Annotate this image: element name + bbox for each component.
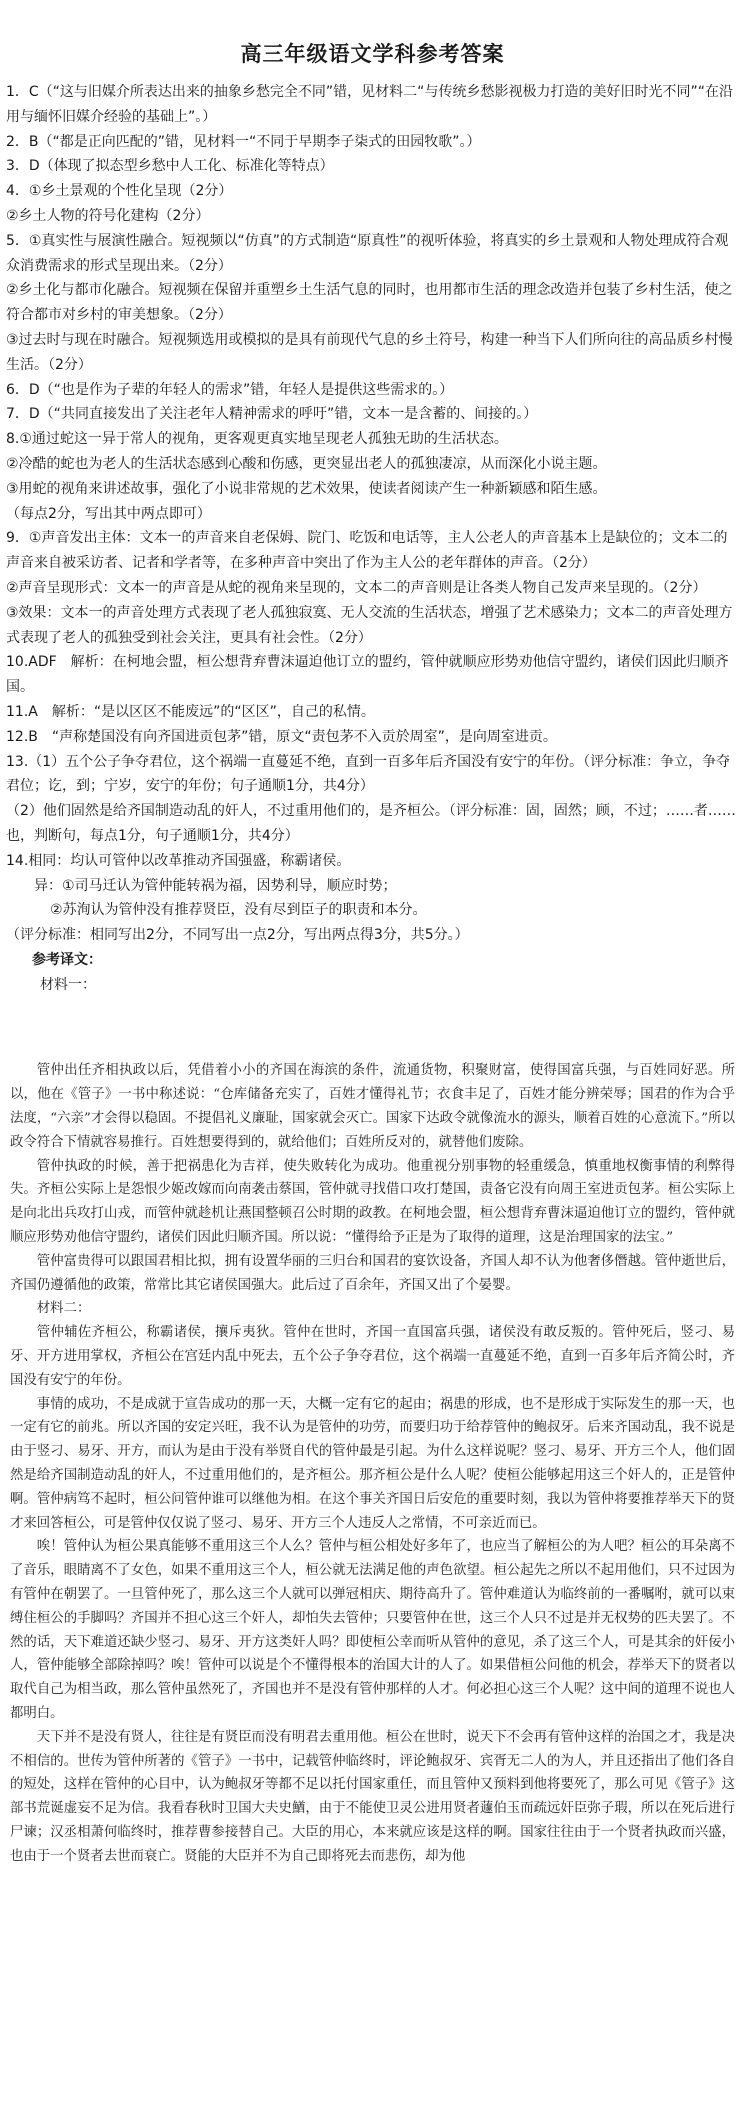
answer-line: 异：①司马迁认为管仲能转祸为福，因势利导，顺应时势； — [34, 877, 397, 894]
blank-gap — [6, 997, 739, 1059]
answer-line: 5．①真实性与展演性融合。短视频以“仿真”的方式制造“原真性”的视听体验，将真实的乡土景观和人物处理成符合观众消费需求的形式呈现出来。（2分） — [6, 232, 729, 274]
answer-line: 2．B（“都是正向匹配的”错，见材料一“不同于早期李子柒式的田园牧歌”。） — [6, 133, 481, 150]
answer-line: ②乡土化与都市化融合。短视频在保留并重塑乡土生活气息的同时，也用都市生活的理念改造并包装了乡村生活，使之符合都市对乡村的审美想象。（2分） — [6, 282, 733, 324]
answer-line: 8.①通过蛇这一异于常人的视角，更客观更真实地呈现老人孤独无助的生活状态。 — [6, 431, 508, 448]
answer-line: ②声音呈现形式：文本一的声音是从蛇的视角来呈现的，文本二的声音则是让各类人物自己发声来呈现的。（2分） — [6, 579, 707, 596]
translation-text — [6, 1059, 739, 1868]
answer-line: 9．①声音发出主体：文本一的声音来自老保姆、院门、吃饭和电话等，主人公老人的声音基本上是缺位的；文本二的声音来自被采访者、记者和学者等，在多种声音中突出了作为主人公的老年群体的声音。（2分） — [6, 530, 728, 572]
answer-line: 4．①乡土景观的个性化呈现（2分） — [6, 183, 233, 200]
answer-line: （2）他们固然是给齐国制造动乱的奸人，不过重用他们的，是齐桓公。（评分标准：固，固然；顾，不过；……者……也，判断句，每点1分，句子通顺1分，共4分） — [6, 803, 736, 844]
page-title: 高三年级语文学科参考答案 — [240, 42, 505, 66]
answer-line: 1．C（“这与旧媒介所表达出来的抽象乡愁完全不同”错，见材料二“与传统乡愁影视极力打造的美好旧时光不同”“在沿用与缅怀旧媒介经验的基础上”。） — [6, 84, 733, 125]
translation-paragraph: 管仲执政的时候，善于把祸患化为吉祥，使失败转化为成功。他重视分别事物的轻重缓急，慎重地权衡事情的利弊得失。齐桓公实际上是怨恨少姬改嫁而向南袭击蔡国，管仲就寻找借口攻打楚国，责备它没有向周王室进贡包茅。桓公实际上是向北出兵攻打山戎，而管仲就趁机让燕国整顿召公时期的政教。在柯地会盟，桓公想背弃曹沫逼迫他订立的盟约，管仲就顺应形势劝他信守盟约，诸侯们因此归顺齐国。所以说：“懂得给予正是为了取得的道理，这是治理国家的法宝。” — [10, 1158, 735, 1246]
translation-paragraph: 管仲出任齐相执政以后，凭借着小小的齐国在海滨的条件，流通货物，积聚财富，使得国富兵强，与百姓同好恶。所以，他在《管子》一书中称述说：“仓库储备充实了，百姓才懂得礼节；衣食丰足了，百姓才能分辨荣辱；国君的作为合乎法度，“六亲”才会得以稳固。不提倡礼义廉耻，国家就会灭亡。国家下达政令就像流水的源头，顺着百姓的心意流下。”所以政令符合下情就容易推行。百姓想要得到的，就给他们；百姓所反对的，就替他们废除。 — [10, 1063, 735, 1150]
answer-line: 3．D（体现了拟态型乡愁中人工化、标准化等特点） — [6, 158, 334, 175]
answer-line: 12.B “声称楚国没有向齐国进贡包茅”错，原文“责包茅不入贡於周室”，是向周室进贡。 — [6, 728, 557, 745]
answer-line: ②冷酷的蛇也为老人的生活状态感到心酸和伤感，更突显出老人的孤独凄凉，从而深化小说主题。 — [6, 455, 607, 472]
translation-paragraph: 事情的成功，不是成就于宣告成功的那一天，大概一定有它的起由；祸患的形成，也不是形成于实际发生的那一天，也一定有它的前兆。所以齐国的安定兴旺，我不认为是管仲的功劳，而要归功于给荐管仲的鲍叔牙。后来齐国动乱，我不说是由于竖刁、易牙、开方，而认为是由于没有举贤自代的管仲最是引起。为什么这样说呢？竖刁、易牙、开方三个人，他们固然是给齐国制造动乱的奸人，不过重用他们的，是齐桓公。那齐桓公是什么人呢？使桓公能够起用这三个奸人的，正是管仲啊。管仲病笃不起时，桓公问管仲谁可以继他为相。在这个事关齐国日后安危的重要时刻，我以为管仲将要推荐举天下的贤才来回答桓公，可是管仲仅仅说了竖刁、易牙、开方三个人违反人之常情，不可亲近而已。 — [10, 1396, 735, 1531]
translation-heading: 参考译文： — [32, 951, 102, 968]
answer-line: 13.（1）五个公子争夺君位，这个祸端一直蔓延不绝，直到一百多年后齐国没有安宁的年份。（评分标准：争立，争夺君位；讫，到；宁岁，安宁的年份；句子通顺1分，共4分） — [6, 753, 731, 795]
answer-line: 14.相同：均认可管仲以改革推动齐国强盛，称霸诸侯。 — [6, 852, 351, 869]
answer-line: ③用蛇的视角来讲述故事，强化了小说非常规的艺术效果，使读者阅读产生一种新颖感和陌生感。 — [6, 480, 607, 497]
answer-line: ③效果：文本一的声音处理方式表现了老人孤独寂寞、无人交流的生活状态，增强了艺术感染力；文本二的声音处理方式表现了老人的孤独受到社会关注，更具有社会性。（2分） — [6, 604, 733, 646]
material-label: 材料一： — [40, 976, 96, 993]
translation-paragraph: 管仲辅佐齐桓公，称霸诸侯，攘斥夷狄。管仲在世时，齐国一直国富兵强，诸侯没有敢反叛的。管仲死后，竖刁、易牙、开方进用掌权，齐桓公在宫廷内乱中死去，五个公子争夺君位，这个祸端一直蔓延不绝，直到一百多年后齐简公时，齐国没有安宁的年份。 — [10, 1325, 735, 1388]
answer-line: ③过去时与现在时融合。短视频选用或模拟的是具有前现代气息的乡土符号，构建一种当下人们所向往的高品质乡村慢生活。（2分） — [6, 331, 733, 373]
answer-line: （每点2分，写出其中两点即可） — [6, 505, 211, 522]
answer-line: 6．D（“也是作为子辈的年轻人的需求”错，年轻人是提供这些需求的。） — [6, 381, 454, 398]
answer-line: ②乡土人物的符号化建构（2分） — [6, 207, 210, 224]
translation-paragraph: 唉！管仲认为桓公果真能够不重用这三个人么？管仲与桓公相处好多年了，也应当了解桓公的为人吧？桓公的耳朵离不了音乐，眼睛离不了女色，如果不重用这三个人，桓公就无法满足他的声色欲望。桓公起先之所以不起用他们，只不过因为有管仲在朝罢了。一旦管仲死了，那么这三个人就可以弹冠相庆、期待高升了。管仲难道认为临终前的一番嘱咐，就可以束缚住桓公的手脚吗？齐国并不担心这三个奸人，却怕失去管仲；只要管仲在世，这三个人只不过是并无权势的匹夫罢了。不然的话，天下难道还缺少竖刁、易牙、开方这类奸人吗？即使桓公幸而听从管仲的意见，杀了这三个人，可是其余的奸佞小人，管仲能够全部除掉吗？唉！管仲可以说是个不懂得根本的治国大计的人了。如果借桓公问他的机会，荐举天下的贤者以取代自己为相当政，那么管仲虽然死了，齐国也并不是没有管仲那样的人才。何必担心这三个人呢？这中间的道理不说也人都明白。 — [10, 1539, 735, 1721]
answer-line: （评分标准：相同写出2分，不同写出一点2分，写出两点得3分，共5分。） — [6, 927, 469, 944]
material-label: 材料二： — [36, 1301, 91, 1317]
answer-line: 11.A 解析：“是以区区不能废远”的“区区”，自己的私情。 — [6, 703, 375, 720]
translation-paragraph: 天下并不是没有贤人，往往是有贤臣而没有明君去重用他。桓公在世时，说天下不会再有管仲这样的治国之才，我是决不相信的。世传为管仲所著的《管子》一书中，记载管仲临终时，评论鲍叔牙、宾胥无二人的为人，并且还指出了他们各自的短处，这样在管仲的心目中，认为鲍叔牙等都不足以托付国家重任，而且管仲又预料到他将要死了，那么可见《管子》这部书荒诞虚妄不足为信。我看春秋时卫国大夫史鰌，由于不能使卫灵公进用贤者蘧伯玉而疏远奸臣弥子瑕，所以在死后进行尸谏；汉丞相萧何临终时，推荐曹参接替自己。大臣的用心，本来就应该是这样的啊。国家往往由于一个贤者执政而兴盛，也由于一个贤者去世而衰亡。贤能的大臣并不为自己即将死去而悲伤，却为他 — [10, 1729, 735, 1864]
answer-list — [6, 80, 739, 997]
answer-line: ②苏洵认为管仲没有推荐贤臣，没有尽到臣子的职责和本分。 — [50, 902, 427, 919]
translation-paragraph: 管仲富贵得可以跟国君相比拟，拥有设置华丽的三归台和国君的宴饮设备，齐国人却不认为他奢侈僭越。管仲逝世后，齐国仍遵循他的政策，常常比其它诸侯国强大。此后过了百余年，齐国又出了个晏婴。 — [10, 1253, 735, 1293]
answer-line: 7．D（“共同直接发出了关注老年人精神需求的呼吁”错，文本一是含蓄的、间接的。） — [6, 406, 538, 423]
answer-line: 10.ADF 解析：在柯地会盟，桓公想背弃曹沫逼迫他订立的盟约，管仲就顺应形势劝他信守盟约，诸侯们因此归顺齐国。 — [6, 654, 729, 696]
